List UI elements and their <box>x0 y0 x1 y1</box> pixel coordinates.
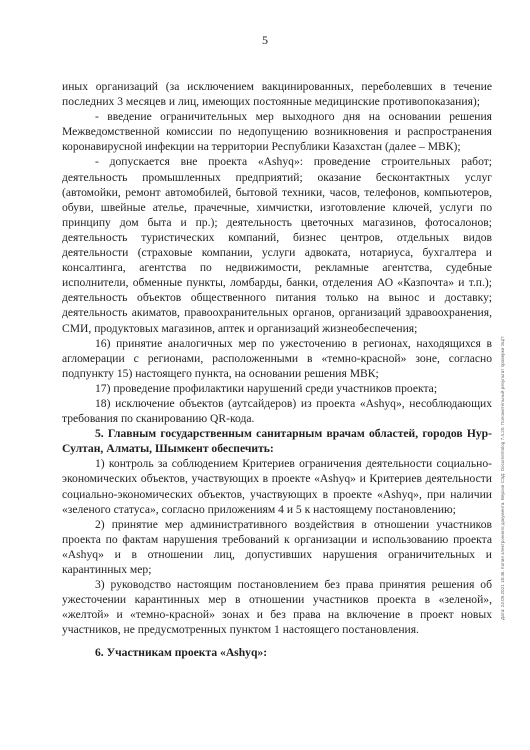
section-6-heading: 6. Участникам проекта «Ashyq»: <box>95 646 268 660</box>
section-5-heading: 5. Главным государственным санитарным врачам областей, городов Нур-Султан, Алматы, Шымкент обеспечить: <box>62 427 492 456</box>
paragraph-2: - введение ограничительных мер выходного дня на основании решения Межведомственной комиссии по недопущению возникновения и распространения коронавирусной инфекции на территории Республики Казахстан (далее – МВК); <box>62 110 492 154</box>
paragraph-4: 16) принятие аналогичных мер по ужесточению в регионах, находящихся в агломерации с регионами, расположенными в «темно-красной» зоне, согласно подпункту 15) настоящего пункта, на основании решения МВК; <box>62 336 492 380</box>
paragraph-10: 3) руководство настоящим постановлением без права принятия решения об ужесточении карантинных мер в отношении участников проекта в «зеленой», «желтой» и «темно-красной» зонах и без права на включение в проект новых участников, не предусмотренных пунктом 1 настоящего постановления. <box>62 578 492 637</box>
paragraph-8: 1) контроль за соблюдением Критериев ограничения деятельности социально-экономических объектов, участвующих в проекте «Ashyq» и Критериев деятельности социально-экономических объектов, участвующих в проекте «Ashyq», при наличии «зеленого статуса», согласно приложениям 4 и 5 к настоящему постановлению; <box>62 457 492 516</box>
page-number: 5 <box>262 33 268 47</box>
paragraph-6: 18) исключение объектов (аутсайдеров) из проекта «Ashyq», несоблюдающих требования по сканированию QR-кода. <box>62 396 492 426</box>
paragraph-5: 17) проведение профилактики нарушений среди участников проекта; <box>95 381 438 395</box>
paragraph-1: иных организаций (за исключением вакцинированных, переболевших в течение последних 3 месяцев и лиц, имеющих постоянные медицинские противопоказания); <box>62 80 492 109</box>
document-body <box>62 79 492 661</box>
paragraph-9: 2) принятие мер административного воздействия в отношении участников проекта по фактам нарушения требований к организации и использованию проекта «Ashyq» и в отношении лиц, допустивших нарушения ограничительных и карантинных мер; <box>62 517 492 576</box>
paragraph-3: - допускается вне проекта «Ashyq»: проведение строительных работ; деятельность промышленных предприятий; оказание бесконтактных услуг (автомойки, ремонт автомобилей, бытовой техники, часов, телефонов, компьютеров, обуви, швейные ателье, прачечные, химчистки, изготовление ключей, услуги по принципу дом быта и пр.); деятельность цветочных магазинов, фотосалонов; деятельность туристических компаний, бизнес центров, отдельных видов деятельности (страховые компании, услуги адвоката, нотариуса, бухгалтера и консалтинга, агентства по недвижимости, рекламные агентства, судебные исполнители, обменные пункты, ломбарды, банки, отделения АО «Казпочта» и т.п.); деятельность объектов общественного питания только на вынос и доставку; деятельность акиматов, правоохранительных органов, организаций здравоохранения, СМИ, продуктовых магазинов, аптек и организаций жизнеобеспечения; <box>62 155 492 335</box>
electronic-document-stamp: Дата: 24.09.2021 18:46. Копия электронного документа. Версия СЭД: Documentolog 7.4.20. Положительный результат проверки ЭЦП <box>500 336 505 620</box>
